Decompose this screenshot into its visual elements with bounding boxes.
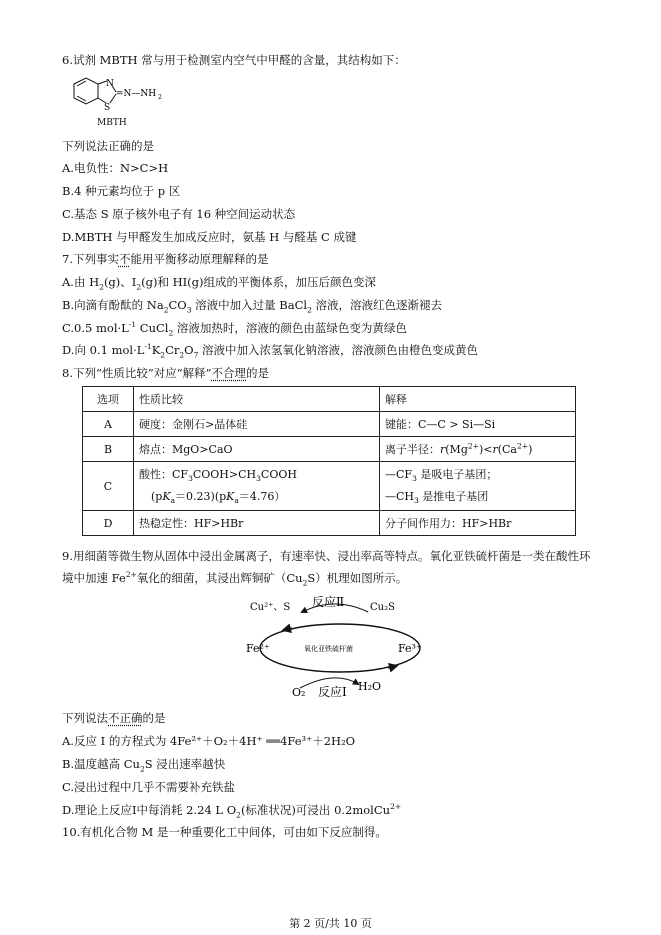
q9-stem-line1: 9.用细菌等微生物从固体中浸出金属离子，有速率快、浸出率高等特点。氧化亚铁硫杆菌是一类在酸性环	[62, 549, 591, 563]
table-header-row	[83, 387, 576, 412]
q8-table	[82, 386, 576, 536]
label-h2o: H₂O	[358, 680, 382, 693]
table-row: A 硬度：金刚石>晶体硅 键能：C—C > Si—Si	[83, 412, 576, 437]
atom-n: N	[106, 79, 114, 89]
q8-stem: 8.下列“性质比较”对应“解释”不合理的是	[62, 366, 269, 380]
q6-option-d: D.MBTH 与甲醛发生加成反应时，氨基 H 与醛基 C 成键	[62, 230, 357, 244]
label-cu-s: Cu²⁺、S	[250, 602, 291, 613]
atom-s: S	[104, 103, 111, 113]
atom-h2-sub: 2	[158, 94, 162, 101]
q9-stem-line2: 境中加速 $Fe^{2+}$氧化的细菌，其浸出辉铜矿$(Cu_2S)$机理如图所示。	[62, 570, 408, 588]
label-reaction-1: 反应Ⅰ	[318, 685, 347, 699]
q6-stem: 6.试剂 MBTH 常与用于检测室内空气中甲醛的含量，其结构如下：	[62, 53, 406, 67]
q9-option-b: B.温度越高 $Cu_2S$ 浸出速率越快	[62, 757, 226, 774]
q6-option-a: A.电负性：N>C>H	[62, 161, 169, 175]
q6-ask: 下列说法正确的是	[62, 139, 154, 153]
q7-option-a: A.由 $H_2(g)$、$I_2(g)$和 HI(g)组成的平衡体系，加压后颜色变深	[62, 275, 377, 292]
mbth-label: MBTH	[97, 118, 127, 128]
label-fe3: Fe³⁺	[398, 642, 422, 655]
q6-option-b: B.4 种元素均位于 p 区	[62, 184, 181, 198]
leaching-mechanism-diagram	[240, 592, 440, 702]
label-bacteria: 氧化亚铁硫杆菌	[304, 645, 353, 653]
q7-stem: 7.下列事实不能用平衡移动原理解释的是	[62, 252, 269, 266]
table-row: C 酸性：$CF_3COOH>CH_3COOH$ $(pK_a=0.23)(pK_a=4.76)$ $—CF_3$ 是吸电子基团； $—CH_3$ 是推电子基团	[83, 462, 576, 511]
q7-option-c: C.0.5 $mol\cdot L^{-1}$ CuCl$_2$ 溶液加热时，溶液的颜色由蓝绿色变为黄绿色	[62, 320, 407, 338]
table-row: B 熔点：MgO>CaO 离子半径：$r(Mg^{2+})<r(Ca^{2+})$	[83, 437, 576, 462]
q7-option-d: D.向 0.1 $mol\cdot L^{-1}K_2Cr_2O_7$ 溶液中加入浓氢氧化钠溶液，溶液颜色由橙色变成黄色	[62, 342, 479, 360]
q10-stem: 10.有机化合物 M 是一种重要化工中间体，可由如下反应制得。	[62, 825, 387, 839]
q9-option-d: D.理论上反应Ⅰ中每消耗 2.24 L $O_2$(标准状况)可浸出 0.2molCu$^{2+}$	[62, 802, 402, 820]
label-fe2: Fe²⁺	[246, 642, 270, 655]
mbth-structure	[62, 76, 172, 120]
header-property: 性质比较	[134, 387, 380, 412]
q9-ask: 下列说法不正确的是	[62, 711, 166, 725]
table-row: D 热稳定性：HF>HBr 分子间作用力：HF>HBr	[83, 511, 576, 536]
label-cu2s: Cu₂S	[370, 602, 395, 613]
label-o2: O₂	[292, 686, 306, 699]
q7-option-b: B.向滴有酚酞的 $Na_2CO_3$ 溶液中加入过量 BaCl$_2$ 溶液，溶液红色逐渐褪去	[62, 298, 443, 315]
page-footer: 第 2 页/共 10 页	[289, 917, 372, 930]
atom-eq-n-nh: =N—NH	[116, 89, 157, 99]
header-option: 选项	[83, 387, 134, 412]
header-explanation: 解释	[380, 387, 576, 412]
q6-option-c: C.基态 S 原子核外电子有 16 种空间运动状态	[62, 207, 296, 221]
q9-option-a: A.反应 I 的方程式为 4Fe²⁺＋O₂＋4H⁺ ══4Fe³⁺＋2H₂O	[62, 734, 356, 748]
q9-option-c: C.浸出过程中几乎不需要补充铁盐	[62, 780, 236, 794]
label-reaction-2: 反应Ⅱ	[312, 595, 345, 609]
